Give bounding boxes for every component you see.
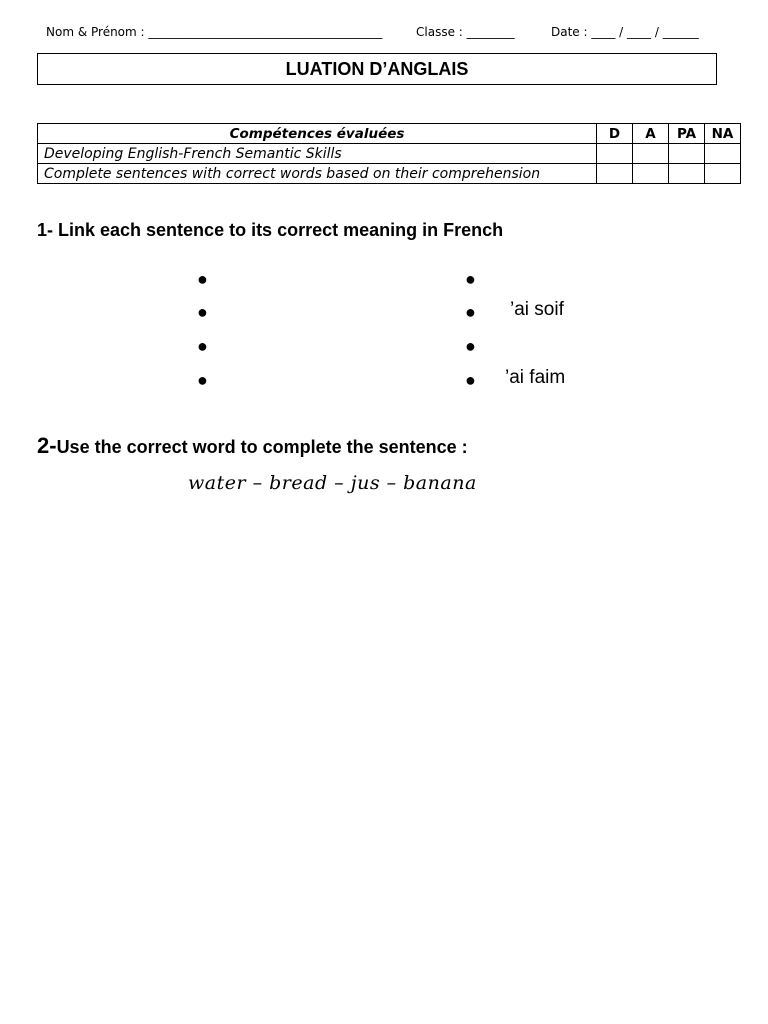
level-cell[interactable] (705, 164, 741, 184)
table-row (38, 164, 741, 184)
level-header-a: A (633, 124, 669, 144)
table-row (38, 144, 741, 164)
level-header-pa: PA (669, 124, 705, 144)
class-field-label[interactable]: Classe : ________ (416, 25, 515, 39)
french-meaning-4: ’ai faim (505, 367, 566, 388)
level-cell[interactable] (597, 144, 633, 164)
level-cell[interactable] (597, 164, 633, 184)
french-meaning-2: ’ai soif (510, 299, 564, 320)
level-cell[interactable] (633, 144, 669, 164)
exercise1-title: 1- Link each sentence to its correct meaning in French (37, 220, 504, 240)
level-cell[interactable] (705, 144, 741, 164)
exercise2-title (37, 433, 468, 459)
date-field-label[interactable]: Date : ____ / ____ / ______ (551, 25, 699, 39)
left-dot-2[interactable]: ● (197, 302, 208, 322)
level-cell[interactable] (669, 164, 705, 184)
right-dot-1[interactable]: ● (465, 269, 476, 289)
page-title: LUATION D’ANGLAIS (37, 53, 717, 85)
exercise2-number: 2- (37, 433, 57, 458)
left-dot-3[interactable]: ● (197, 336, 208, 356)
skill-cell: Complete sentences with correct words based on their comprehension (38, 164, 597, 184)
name-field-label[interactable]: Nom & Prénom : _______________________________________ (46, 25, 383, 39)
exercise2-title-text: Use the correct word to complete the sentence : (56, 437, 468, 457)
right-dot-2[interactable]: ● (465, 302, 476, 322)
right-dot-4[interactable]: ● (465, 370, 476, 390)
left-dot-1[interactable]: ● (197, 269, 208, 289)
table-header-row (38, 124, 741, 144)
competences-table (37, 123, 741, 184)
level-cell[interactable] (669, 144, 705, 164)
level-cell[interactable] (633, 164, 669, 184)
left-dot-4[interactable]: ● (197, 370, 208, 390)
word-bank: water – bread – jus – banana (188, 472, 477, 494)
right-dot-3[interactable]: ● (465, 336, 476, 356)
level-header-na: NA (705, 124, 741, 144)
skill-cell: Developing English-French Semantic Skills (38, 144, 597, 164)
level-header-d: D (597, 124, 633, 144)
competences-header: Compétences évaluées (38, 124, 597, 144)
